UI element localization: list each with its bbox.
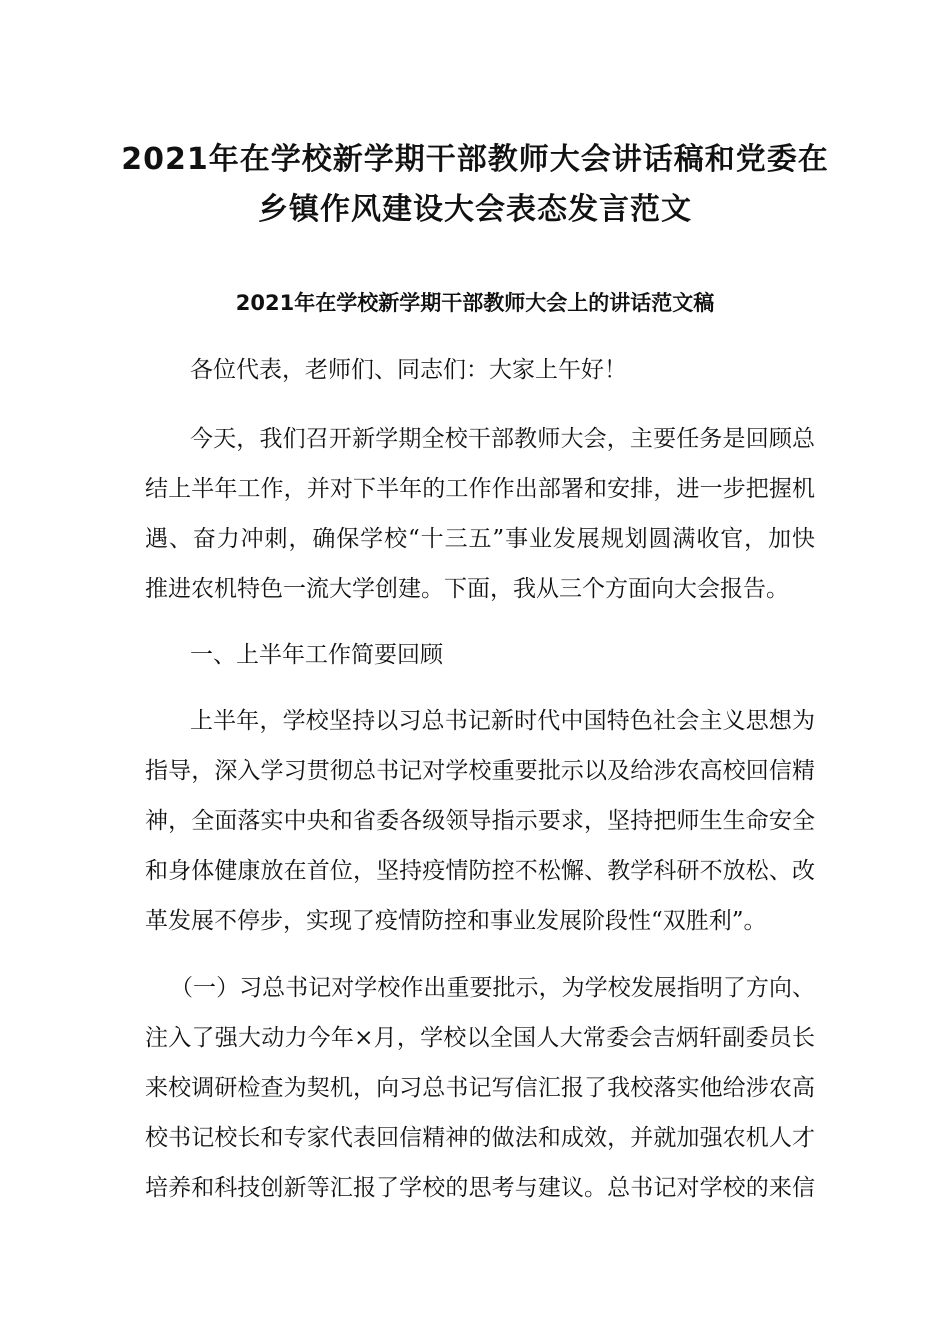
paragraph-3-line: （一）习总书记对学校作出重要批示，为学校发展指明了方向、 (170, 975, 815, 1001)
paragraph-3-line: 校书记校长和专家代表回信精神的做法和成效，并就加强农机人才 (145, 1125, 815, 1151)
paragraph-2-line: 革发展不停步，实现了疫情防控和事业发展阶段性“双胜利”。 (145, 908, 767, 934)
paragraph-3-line: 培养和科技创新等汇报了学校的思考与建议。总书记对学校的来信 (145, 1175, 815, 1201)
paragraph-3-line: 来校调研检查为契机，向习总书记写信汇报了我校落实他给涉农高 (145, 1075, 815, 1101)
paragraph-3-line: 注入了强大动力今年×月，学校以全国人大常委会吉炳轩副委员长 (145, 1025, 815, 1051)
paragraph-1-line: 结上半年工作，并对下半年的工作作出部署和安排，进一步把握机 (145, 476, 815, 502)
paragraph-2-line: 神，全面落实中央和省委各级领导指示要求，坚持把师生生命安全 (145, 808, 815, 834)
paragraph-2-line: 和身体健康放在首位，坚持疫情防控不松懈、教学科研不放松、改 (145, 858, 815, 884)
paragraph-2-line: 上半年，学校坚持以习总书记新时代中国特色社会主义思想为 (190, 708, 815, 734)
speech-subtitle: 2021年在学校新学期干部教师大会上的讲话范文稿 (235, 291, 715, 315)
document-title-line-2: 乡镇作风建设大会表态发言范文 (258, 192, 692, 227)
document-title-line-1: 2021年在学校新学期干部教师大会讲话稿和党委在 (121, 142, 829, 177)
paragraph-1-line: 今天，我们召开新学期全校干部教师大会，主要任务是回顾总 (190, 426, 815, 452)
paragraph-2-line: 指导，深入学习贯彻总书记对学校重要批示以及给涉农高校回信精 (145, 758, 815, 784)
greeting-line: 各位代表，老师们、同志们：大家上午好！ (190, 357, 627, 383)
paragraph-1-line: 遇、奋力冲刺，确保学校“十三五”事业发展规划圆满收官，加快 (145, 526, 815, 552)
section-heading-1: 一、上半年工作简要回顾 (190, 642, 443, 668)
paragraph-1-line: 推进农机特色一流大学创建。下面，我从三个方面向大会报告。 (145, 576, 789, 602)
